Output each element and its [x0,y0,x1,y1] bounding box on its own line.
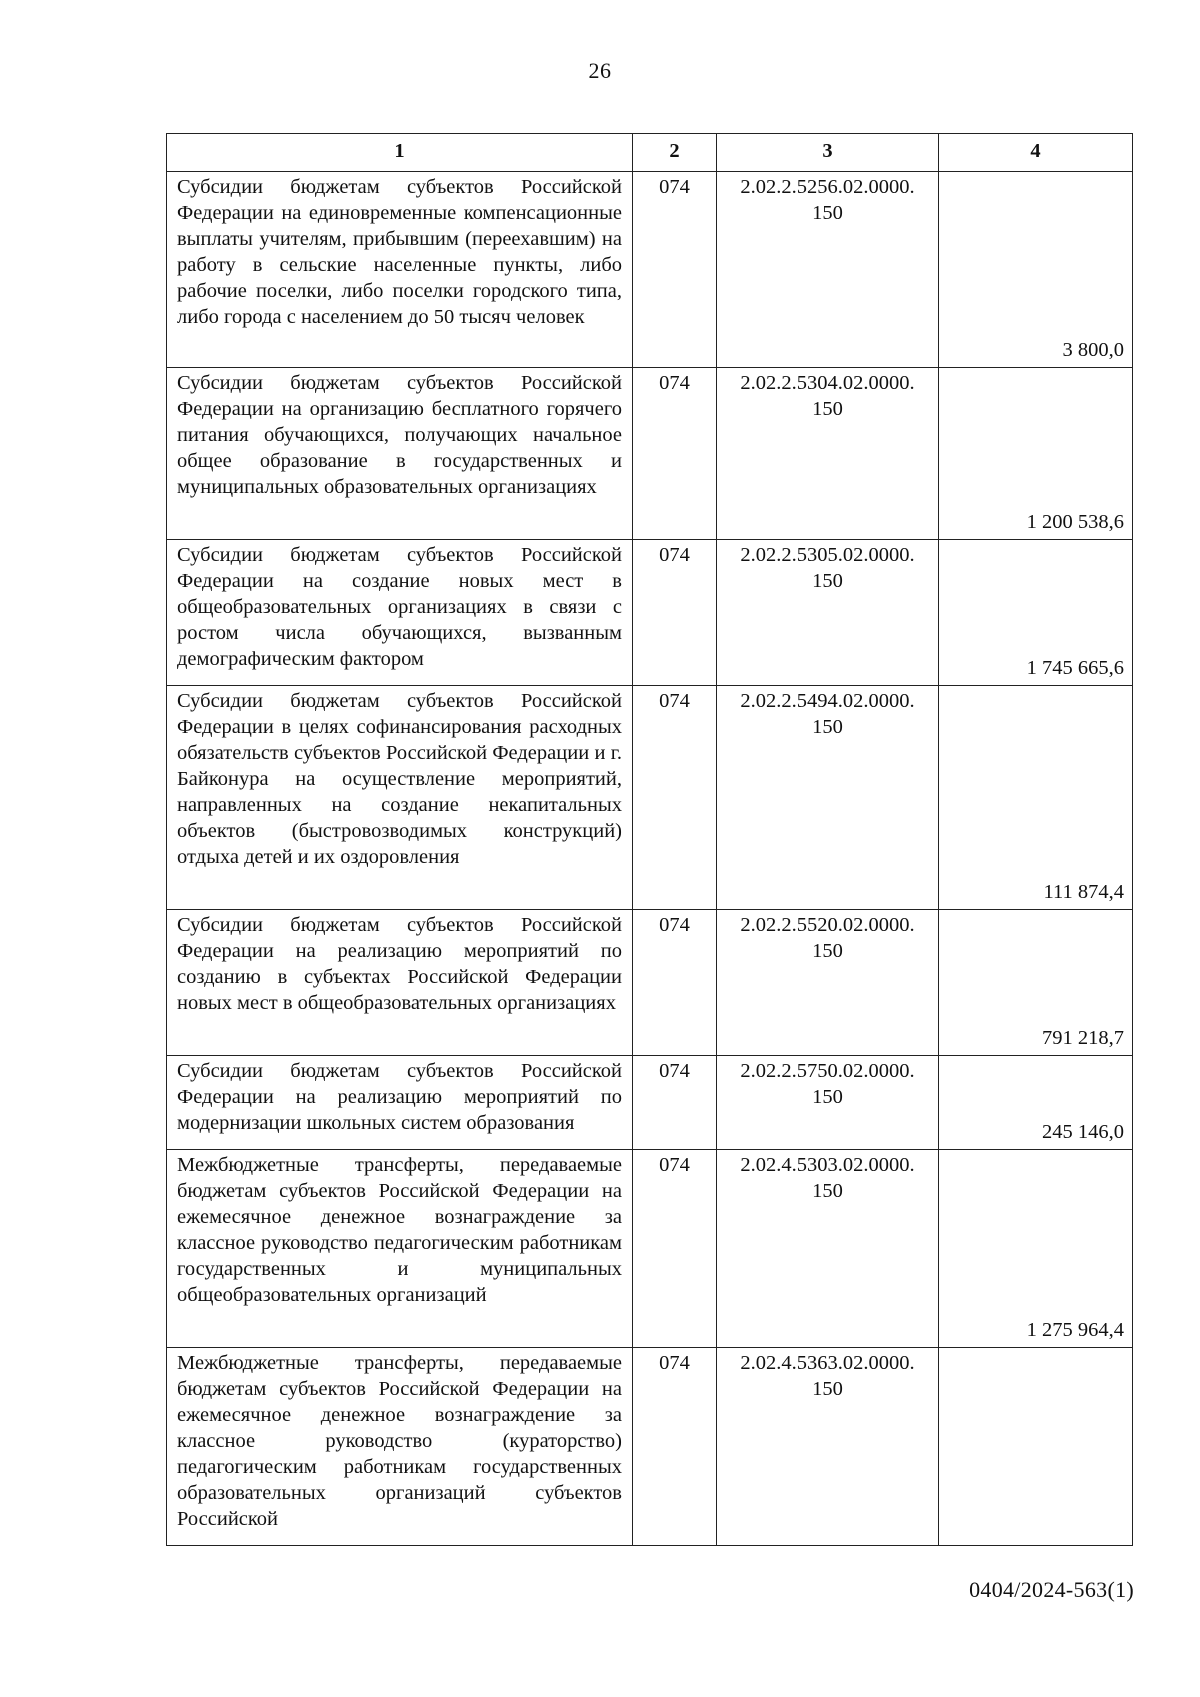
budget-table [166,133,1133,1546]
row-description: Субсидии бюджетам субъектов Российской Федерации на реализацию мероприятий по модернизации школьных систем образования [167,1056,633,1150]
table-row [167,540,1133,686]
column-header-3: 3 [717,134,939,172]
row-budget-code: 2.02.2.5494.02.0000. 150 [717,686,939,910]
row-admin-code: 074 [633,910,717,1056]
table-row [167,368,1133,540]
row-admin-code: 074 [633,368,717,540]
row-amount: 3 800,0 [1062,339,1124,361]
table-row [167,172,1133,368]
row-amount: 791 218,7 [1042,1027,1124,1049]
row-admin-code: 074 [633,1348,717,1546]
table-row [167,1150,1133,1348]
row-amount: 1 275 964,4 [1026,1319,1124,1341]
row-budget-code: 2.02.2.5520.02.0000. 150 [717,910,939,1056]
row-budget-code: 2.02.4.5303.02.0000. 150 [717,1150,939,1348]
row-amount-cell [939,686,1133,910]
row-amount: 245 146,0 [1042,1121,1124,1143]
row-budget-code: 2.02.2.5305.02.0000. 150 [717,540,939,686]
column-header-2: 2 [633,134,717,172]
row-description: Субсидии бюджетам субъектов Российской Федерации на единовременные компенсационные выплаты учителям, прибывшим (переехавшим) на работу в сельские населенные пункты, либо рабочие поселки, либо поселки городского типа, либо города с населением до 50 тысяч человек [167,172,633,368]
row-admin-code: 074 [633,540,717,686]
row-amount-cell [939,1150,1133,1348]
table-row [167,1056,1133,1150]
row-budget-code: 2.02.2.5750.02.0000. 150 [717,1056,939,1150]
row-amount-cell [939,910,1133,1056]
table-row [167,686,1133,910]
row-description: Межбюджетные трансферты, передаваемые бюджетам субъектов Российской Федерации на ежемесячное денежное вознаграждение за классное руководство педагогическим работникам государственных и муниципальных общеобразовательных организаций [167,1150,633,1348]
row-description: Субсидии бюджетам субъектов Российской Федерации на организацию бесплатного горячего питания обучающихся, получающих начальное общее образование в государственных и муниципальных образовательных организациях [167,368,633,540]
row-amount-cell [939,1056,1133,1150]
header-row [167,134,1133,172]
row-amount-cell [939,540,1133,686]
row-amount-cell [939,172,1133,368]
page-number: 26 [588,58,612,83]
row-description: Субсидии бюджетам субъектов Российской Федерации в целях софинансирования расходных обязательств субъектов Российской Федерации и г. Байконура на осуществление мероприятий, направленных на создание некапитальных объектов (быстровозводимых конструкций) отдыха детей и их оздоровления [167,686,633,910]
row-admin-code: 074 [633,1056,717,1150]
row-budget-code: 2.02.4.5363.02.0000. 150 [717,1348,939,1546]
column-header-1: 1 [167,134,633,172]
row-budget-code: 2.02.2.5256.02.0000. 150 [717,172,939,368]
row-budget-code: 2.02.2.5304.02.0000. 150 [717,368,939,540]
table-row [167,1348,1133,1546]
table-body [167,172,1133,1546]
row-amount: 111 874,4 [1043,881,1124,903]
row-amount: 1 745 665,6 [1026,657,1124,679]
table-header [167,134,1133,172]
row-description: Межбюджетные трансферты, передаваемые бюджетам субъектов Российской Федерации на ежемесячное денежное вознаграждение за классное руководство (кураторство) педагогическим работникам государственных образовательных организаций субъектов Российской [167,1348,633,1546]
row-description: Субсидии бюджетам субъектов Российской Федерации на создание новых мест в общеобразовательных организациях в связи с ростом числа обучающихся, вызванным демографическим фактором [167,540,633,686]
row-admin-code: 074 [633,686,717,910]
table-row [167,910,1133,1056]
column-header-4: 4 [939,134,1133,172]
row-amount-cell [939,368,1133,540]
row-amount: 1 200 538,6 [1026,511,1124,533]
row-amount-cell [939,1348,1133,1546]
row-admin-code: 074 [633,172,717,368]
row-description: Субсидии бюджетам субъектов Российской Федерации на реализацию мероприятий по созданию в субъектах Российской Федерации новых мест в общеобразовательных организациях [167,910,633,1056]
row-admin-code: 074 [633,1150,717,1348]
document-number: 0404/2024-563(1) [969,1577,1134,1602]
